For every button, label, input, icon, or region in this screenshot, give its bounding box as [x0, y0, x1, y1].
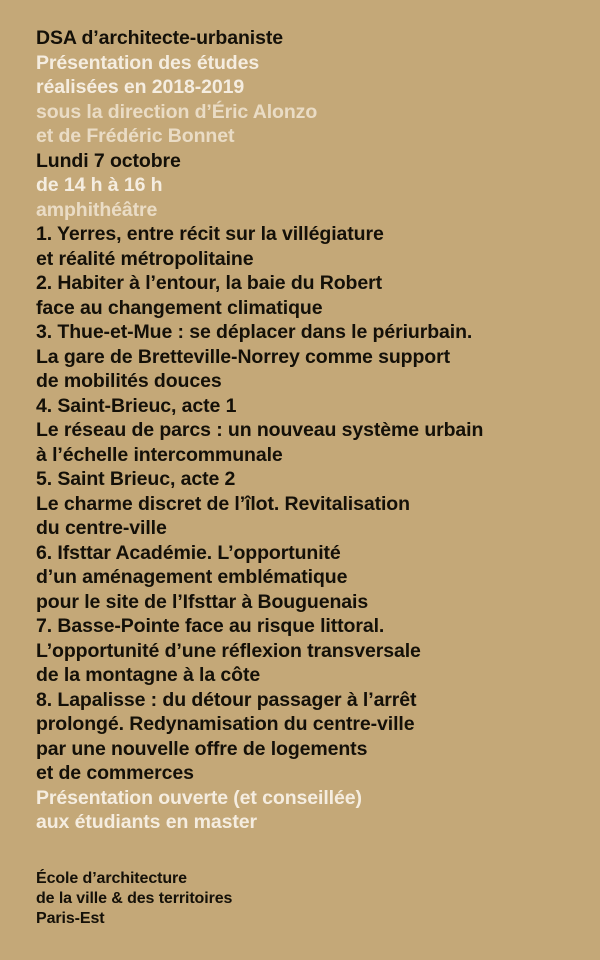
study-line: pour le site de l’Ifsttar à Bouguenais: [36, 590, 369, 613]
program-title: DSA d’architecte-urbaniste: [36, 27, 283, 49]
direction-line-2: et de Frédéric Bonnet: [36, 125, 235, 147]
study-line: L’opportunité d’une réflexion transversale: [36, 639, 421, 662]
study-line: 8. Lapalisse : du détour passager à l’arrêt: [36, 688, 417, 711]
school-name: [36, 869, 232, 929]
study-list: [36, 222, 596, 786]
study-line: 1. Yerres, entre récit sur la villégiature: [36, 223, 384, 245]
study-line: 5. Saint Brieuc, acte 2: [36, 468, 236, 490]
study-line: 7. Basse-Pointe face au risque littoral.: [36, 615, 385, 637]
study-line: de mobilités douces: [36, 370, 222, 392]
study-line: La gare de Bretteville-Norrey comme support: [36, 345, 450, 368]
poster-text: [36, 26, 596, 835]
study-item-4: [36, 394, 596, 468]
event-time: de 14 h à 16 h: [36, 174, 163, 196]
note-line-2: aux étudiants en master: [36, 811, 257, 833]
study-line: 3. Thue-et-Mue : se déplacer dans le périurbain.: [36, 321, 473, 343]
presentation-line-2: réalisées en 2018-2019: [36, 76, 245, 98]
study-line: 6. Ifsttar Académie. L’opportunité: [36, 541, 341, 564]
direction-line-1: sous la direction d’Éric Alonzo: [36, 100, 318, 123]
study-line: Le réseau de parcs : un nouveau système urbain: [36, 419, 484, 441]
note-line-1: Présentation ouverte (et conseillée): [36, 786, 362, 809]
study-item-5: [36, 467, 596, 541]
study-line: et réalité métropolitaine: [36, 247, 254, 270]
study-line: à l’échelle intercommunale: [36, 443, 283, 466]
study-item-7: [36, 614, 596, 688]
study-line: et de commerces: [36, 762, 194, 784]
presentation-line-1: Présentation des études: [36, 51, 260, 74]
study-line: 4. Saint-Brieuc, acte 1: [36, 394, 237, 417]
study-line: prolongé. Redynamisation du centre-ville: [36, 713, 415, 735]
school-line-3: Paris-Est: [36, 910, 105, 927]
event-date: Lundi 7 octobre: [36, 149, 181, 172]
study-item-8: [36, 688, 596, 786]
study-line: par une nouvelle offre de logements: [36, 737, 368, 760]
study-line: d’un aménagement emblématique: [36, 566, 348, 588]
event-place: amphithéâtre: [36, 198, 158, 221]
study-line: du centre-ville: [36, 517, 167, 539]
study-line: Le charme discret de l’îlot. Revitalisation: [36, 492, 410, 515]
study-item-6: [36, 541, 596, 615]
study-line: 2. Habiter à l’entour, la baie du Robert: [36, 272, 382, 294]
study-item-3: [36, 320, 596, 394]
school-line-2: de la ville & des territoires: [36, 890, 233, 907]
study-item-1: [36, 222, 596, 271]
study-item-2: [36, 271, 596, 320]
study-line: de la montagne à la côte: [36, 664, 261, 686]
school-line-1: École d’architecture: [36, 870, 187, 887]
study-line: face au changement climatique: [36, 296, 323, 319]
